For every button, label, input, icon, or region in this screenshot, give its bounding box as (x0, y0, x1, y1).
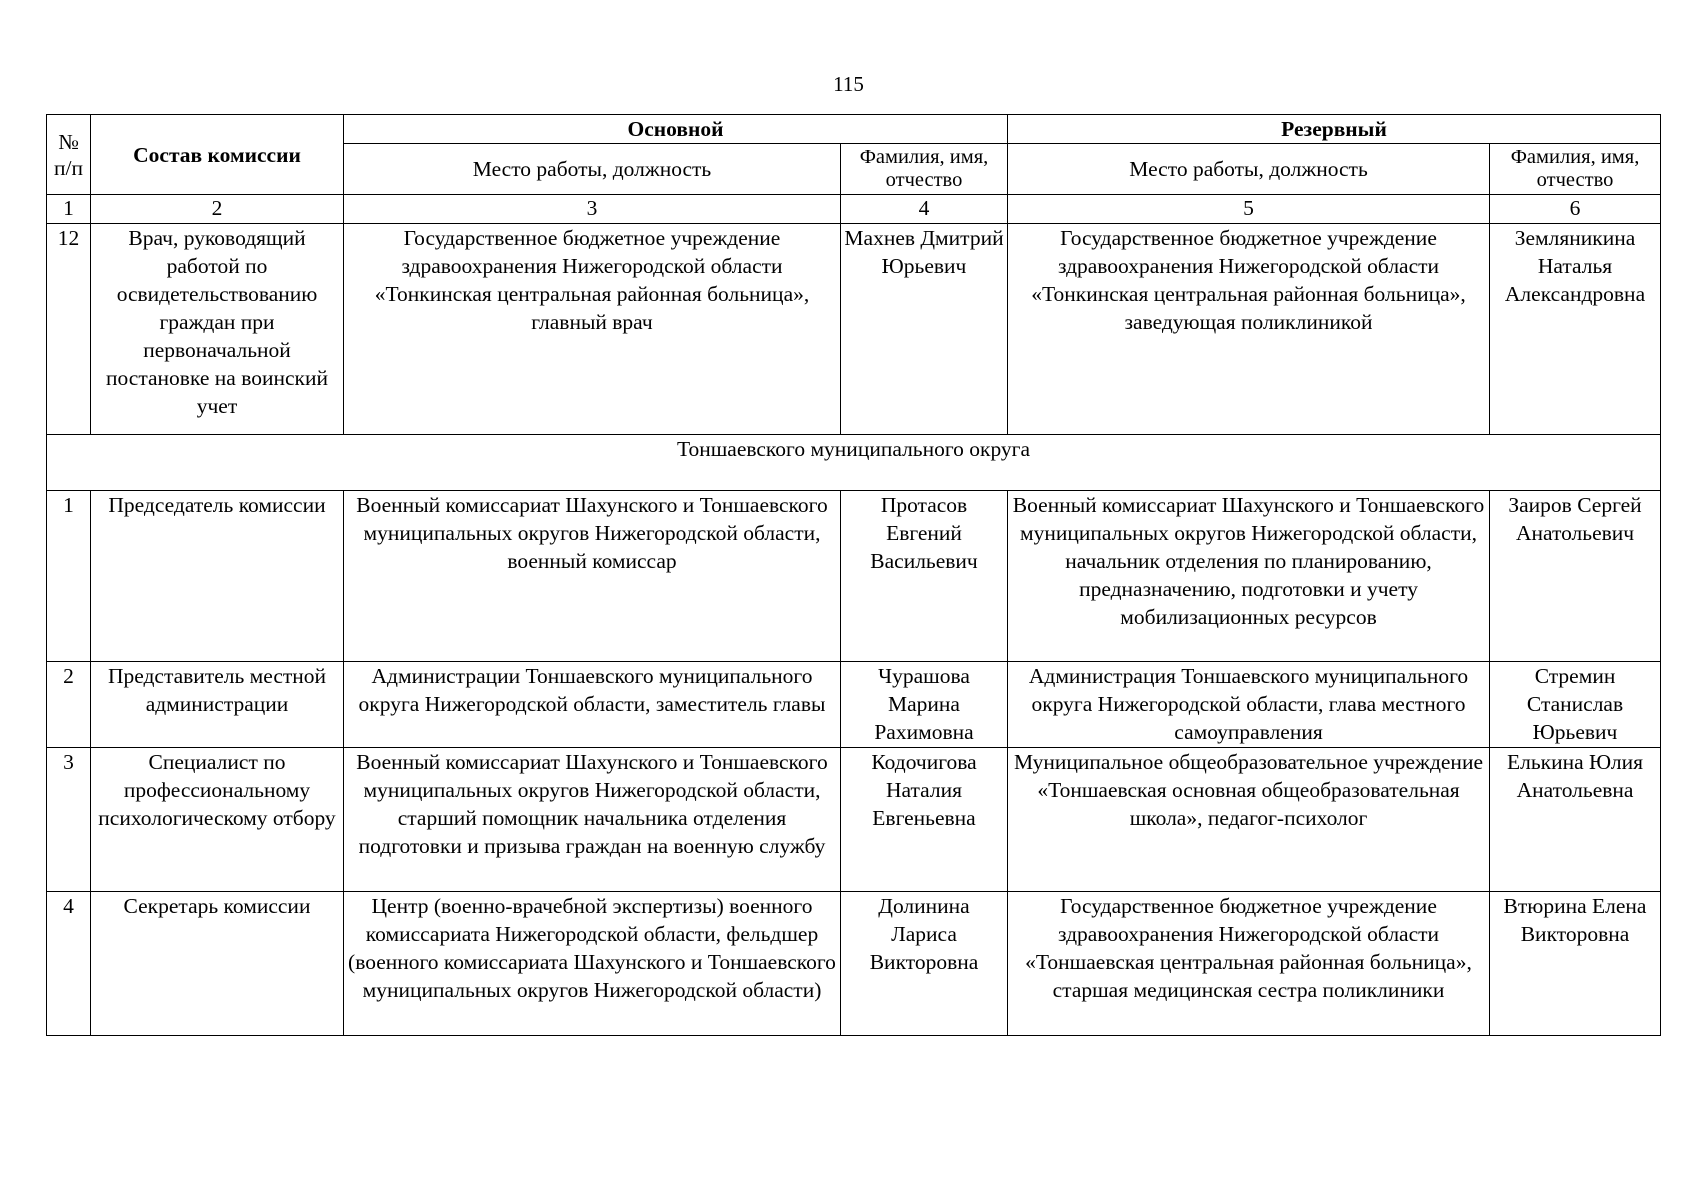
column-number: 1 (47, 195, 91, 224)
header-composition: Состав комиссии (91, 115, 344, 195)
row-reserve-workplace: Государственное бюджетное учреждение здравоохранения Нижегородской области «Тонкинская центральная районная больница», заведующая поликлиникой (1008, 224, 1490, 435)
section-row (47, 435, 1661, 491)
row-reserve-workplace: Муниципальное общеобразовательное учреждение «Тоншаевская основная общеобразовательная школа», педагог-психолог (1008, 748, 1490, 892)
row-reserve-workplace: Военный комиссариат Шахунского и Тоншаевского муниципальных округов Нижегородской области, начальник отделения по планированию, предназначению, подготовки и учету мобилизационных ресурсов (1008, 491, 1490, 662)
header-reserve-group: Резервный (1008, 115, 1661, 144)
header-main-group: Основной (344, 115, 1008, 144)
column-number: 5 (1008, 195, 1490, 224)
row-num: 12 (47, 224, 91, 435)
row-main-fio: Махнев Дмитрий Юрьевич (841, 224, 1008, 435)
row-num: 4 (47, 892, 91, 1036)
commission-table (46, 114, 1661, 1036)
header-main-workplace: Место работы, должность (344, 144, 841, 195)
table-row (47, 224, 1661, 435)
table-row (47, 662, 1661, 748)
header-num: № п/п (47, 115, 91, 195)
header-main-fio: Фамилия, имя, отчество (841, 144, 1008, 195)
row-main-workplace: Администрации Тоншаевского муниципального округа Нижегородской области, заместитель главы (344, 662, 841, 748)
row-main-workplace: Центр (военно-врачебной экспертизы) военного комиссариата Нижегородской области, фельдшер (военного комиссариата Шахунского и Тоншаевского муниципальных округов Нижегородской области) (344, 892, 841, 1036)
row-main-fio: Кодочигова Наталия Евгеньевна (841, 748, 1008, 892)
table-header (47, 115, 1661, 224)
table-row (47, 892, 1661, 1036)
row-main-fio: Долинина Лариса Викторовна (841, 892, 1008, 1036)
row-reserve-fio: Заиров Сергей Анатольевич (1490, 491, 1661, 662)
row-main-fio: Чурашова Марина Рахимовна (841, 662, 1008, 748)
row-composition: Секретарь комиссии (91, 892, 344, 1036)
row-main-workplace: Военный комиссариат Шахунского и Тоншаевского муниципальных округов Нижегородской области, военный комиссар (344, 491, 841, 662)
row-num: 2 (47, 662, 91, 748)
row-reserve-fio: Втюрина Елена Викторовна (1490, 892, 1661, 1036)
table-row (47, 491, 1661, 662)
table-row (47, 748, 1661, 892)
column-number: 6 (1490, 195, 1661, 224)
column-number: 4 (841, 195, 1008, 224)
row-main-workplace: Военный комиссариат Шахунского и Тоншаевского муниципальных округов Нижегородской области, старший помощник начальника отделения подготовки и призыва граждан на военную службу (344, 748, 841, 892)
page-number: 115 (833, 72, 864, 96)
header-reserve-fio: Фамилия, имя, отчество (1490, 144, 1661, 195)
row-main-fio: Протасов Евгений Васильевич (841, 491, 1008, 662)
row-reserve-fio: Елькина Юлия Анатольевна (1490, 748, 1661, 892)
row-main-workplace: Государственное бюджетное учреждение здравоохранения Нижегородской области «Тонкинская центральная районная больница», главный врач (344, 224, 841, 435)
row-reserve-workplace: Государственное бюджетное учреждение здравоохранения Нижегородской области «Тоншаевская центральная районная больница», старшая медицинская сестра поликлиники (1008, 892, 1490, 1036)
row-num: 3 (47, 748, 91, 892)
section-title: Тоншаевского муниципального округа (47, 435, 1661, 491)
header-reserve-workplace: Место работы, должность (1008, 144, 1490, 195)
row-composition: Специалист по профессиональному психологическому отбору (91, 748, 344, 892)
row-composition: Председатель комиссии (91, 491, 344, 662)
row-reserve-fio: Стремин Станислав Юрьевич (1490, 662, 1661, 748)
column-number: 3 (344, 195, 841, 224)
row-composition: Представитель местной администрации (91, 662, 344, 748)
table-body (47, 224, 1661, 1036)
row-composition: Врач, руководящий работой по освидетельствованию граждан при первоначальной постановке на воинский учет (91, 224, 344, 435)
row-reserve-fio: Земляникина Наталья Александровна (1490, 224, 1661, 435)
row-reserve-workplace: Администрация Тоншаевского муниципального округа Нижегородской области, глава местного самоуправления (1008, 662, 1490, 748)
column-numbers-row (47, 195, 1661, 224)
column-number: 2 (91, 195, 344, 224)
row-num: 1 (47, 491, 91, 662)
